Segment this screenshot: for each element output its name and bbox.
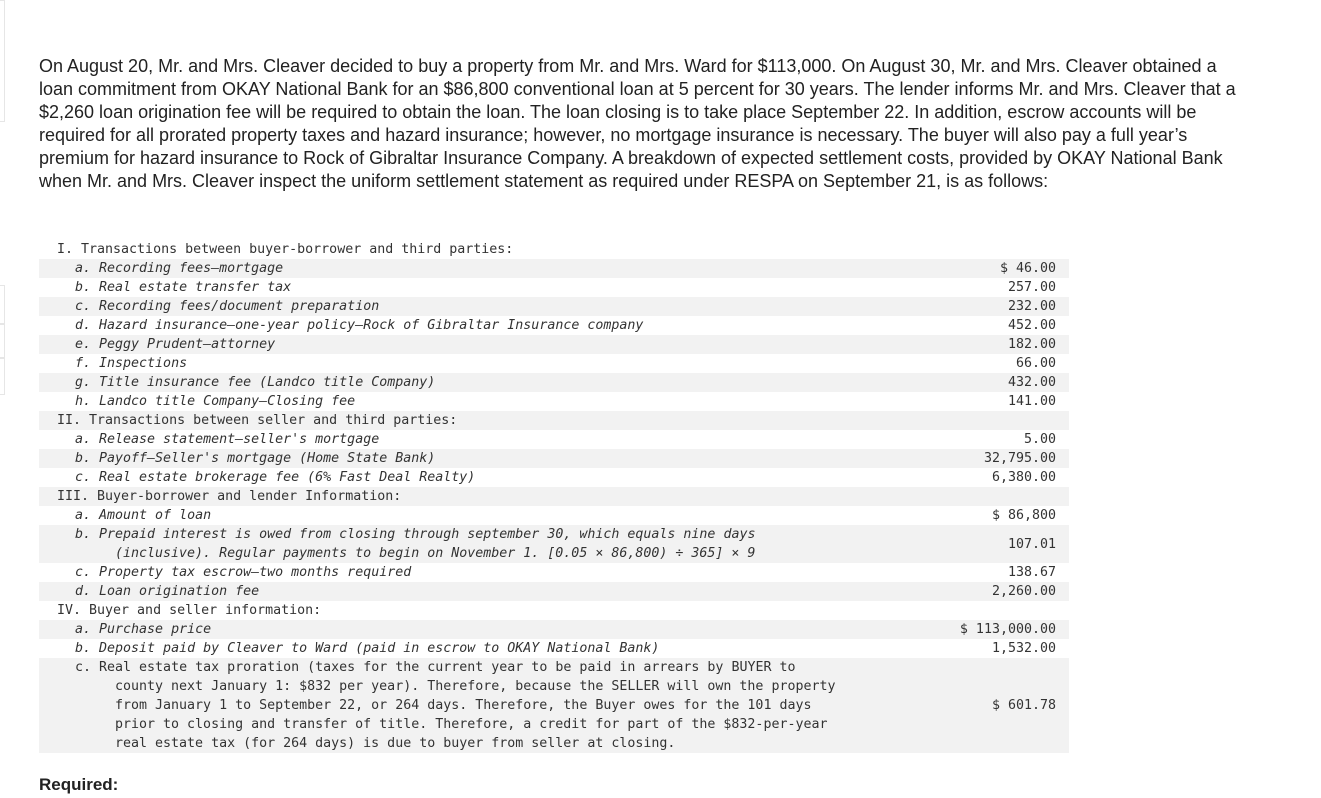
settlement-statement [39,240,1069,753]
amount: $ 46.00 [999,261,1056,276]
line-item [39,449,1069,468]
line-item-label: III. Buyer-borrower and lender Information: [57,489,402,504]
line-item [39,373,1069,392]
section-heading [39,411,1069,430]
left-edge-mark [0,285,5,325]
line-item-label: a. Purchase price [75,622,212,637]
amount: 138.67 [1007,565,1056,580]
problem-intro: On August 20, Mr. and Mrs. Cleaver decided to buy a property from Mr. and Mrs. Ward for $113,000. On August 30, Mr. and Mrs. Cleaver obtained a loan commitment from OKAY National Bank for an $86,800 conventional loan at 5 percent for 30 years. The lender informs Mr. and Mrs. Cleaver that a $2,260 loan origination fee will be required to obtain the loan. The loan closing is to take place September 22. In addition, escrow accounts will be required for all prorated property taxes and hazard insurance; however, no mortgage insurance is necessary. The buyer will also pay a full year’s premium for hazard insurance to Rock of Gibraltar Insurance Company. A breakdown of expected settlement costs, provided by OKAY National Bank when Mr. and Mrs. Cleaver inspect the uniform settlement statement as required under RESPA on September 21, is as follows: [39,56,1236,191]
line-item-label: h. Landco title Company—Closing fee [75,394,356,409]
amount: 232.00 [1007,299,1056,314]
line-item [39,278,1069,297]
line-item-label: c. Real estate tax proration (taxes for the current year to be paid in arrears by BUYER to [75,660,796,675]
line-item-label: e. Peggy Prudent—attorney [75,337,276,352]
line-item-label: f. Inspections [75,356,188,371]
line-item-label: b. Deposit paid by Cleaver to Ward (paid in escrow to OKAY National Bank) [75,641,660,656]
line-item [39,354,1069,373]
amount: 141.00 [1007,394,1056,409]
amount: $ 86,800 [991,508,1056,523]
amount: 182.00 [1007,337,1056,352]
line-item-label: d. Loan origination fee [75,584,260,599]
line-item [39,335,1069,354]
left-edge-mark [0,357,5,395]
line-item-label: II. Transactions between seller and third parties: [57,413,458,428]
left-edge-mark [0,0,5,122]
line-item-label [39,525,856,563]
line-item [39,506,1069,525]
line-item [39,259,1069,278]
line-item [39,468,1069,487]
amount: $ 113,000.00 [959,622,1056,637]
line-item [39,430,1069,449]
amount: 452.00 [1007,318,1056,333]
amount: 2,260.00 [991,584,1056,599]
line-item [39,620,1069,639]
line-item [39,582,1069,601]
amount: 6,380.00 [991,470,1056,485]
line-item [39,658,1069,753]
amount: 5.00 [1023,432,1056,447]
line-item-label: I. Transactions between buyer-borrower and third parties: [57,242,514,257]
amount: 32,795.00 [983,451,1056,466]
line-item-continuation: county next January 1: $832 per year). Therefore, because the SELLER will own the property from January 1 to September 22, or 264 days. Therefore, the Buyer owes for the 101 days prior to closing and transfer of title. Therefore, a credit for part of the $832-per-year real estate tax (for 264 days) is due to buyer from seller at closing. [115,679,836,751]
line-item-label [39,658,856,753]
amount: 66.00 [1015,356,1056,371]
line-item-label: b. Prepaid interest is owed from closing through september 30, which equals nine days [75,527,756,542]
line-item-label: b. Real estate transfer tax [75,280,292,295]
line-item-label: IV. Buyer and seller information: [57,603,322,618]
amount: $ 601.78 [991,698,1056,713]
left-edge-mark [0,323,5,359]
section-heading [39,601,1069,620]
line-item [39,392,1069,411]
line-item [39,639,1069,658]
line-item-label: d. Hazard insurance—one-year policy—Rock of Gibraltar Insurance company [75,318,644,333]
line-item-label: a. Recording fees—mortgage [75,261,284,276]
amount: 257.00 [1007,280,1056,295]
line-item-label: a. Release statement—seller's mortgage [75,432,380,447]
line-item [39,316,1069,335]
line-item [39,525,1069,563]
line-item-label: b. Payoff—Seller's mortgage (Home State Bank) [75,451,436,466]
amount: 107.01 [1007,536,1056,552]
line-item [39,297,1069,316]
amount: 432.00 [1007,375,1056,390]
section-heading [39,487,1069,506]
line-item-label: c. Real estate brokerage fee (6% Fast Deal Realty) [75,470,476,485]
line-item-label: c. Property tax escrow—two months required [75,565,412,580]
line-item-continuation: (inclusive). Regular payments to begin on November 1. [0.05 × 86,800) ÷ 365] × 9 [115,546,756,561]
line-item-label: g. Title insurance fee (Landco title Company) [75,375,436,390]
amount: 1,532.00 [991,641,1056,656]
line-item [39,563,1069,582]
line-item-label: c. Recording fees/document preparation [75,299,380,314]
required-heading: Required: [39,775,119,794]
line-item-label: a. Amount of loan [75,508,212,523]
section-heading [39,240,1069,259]
